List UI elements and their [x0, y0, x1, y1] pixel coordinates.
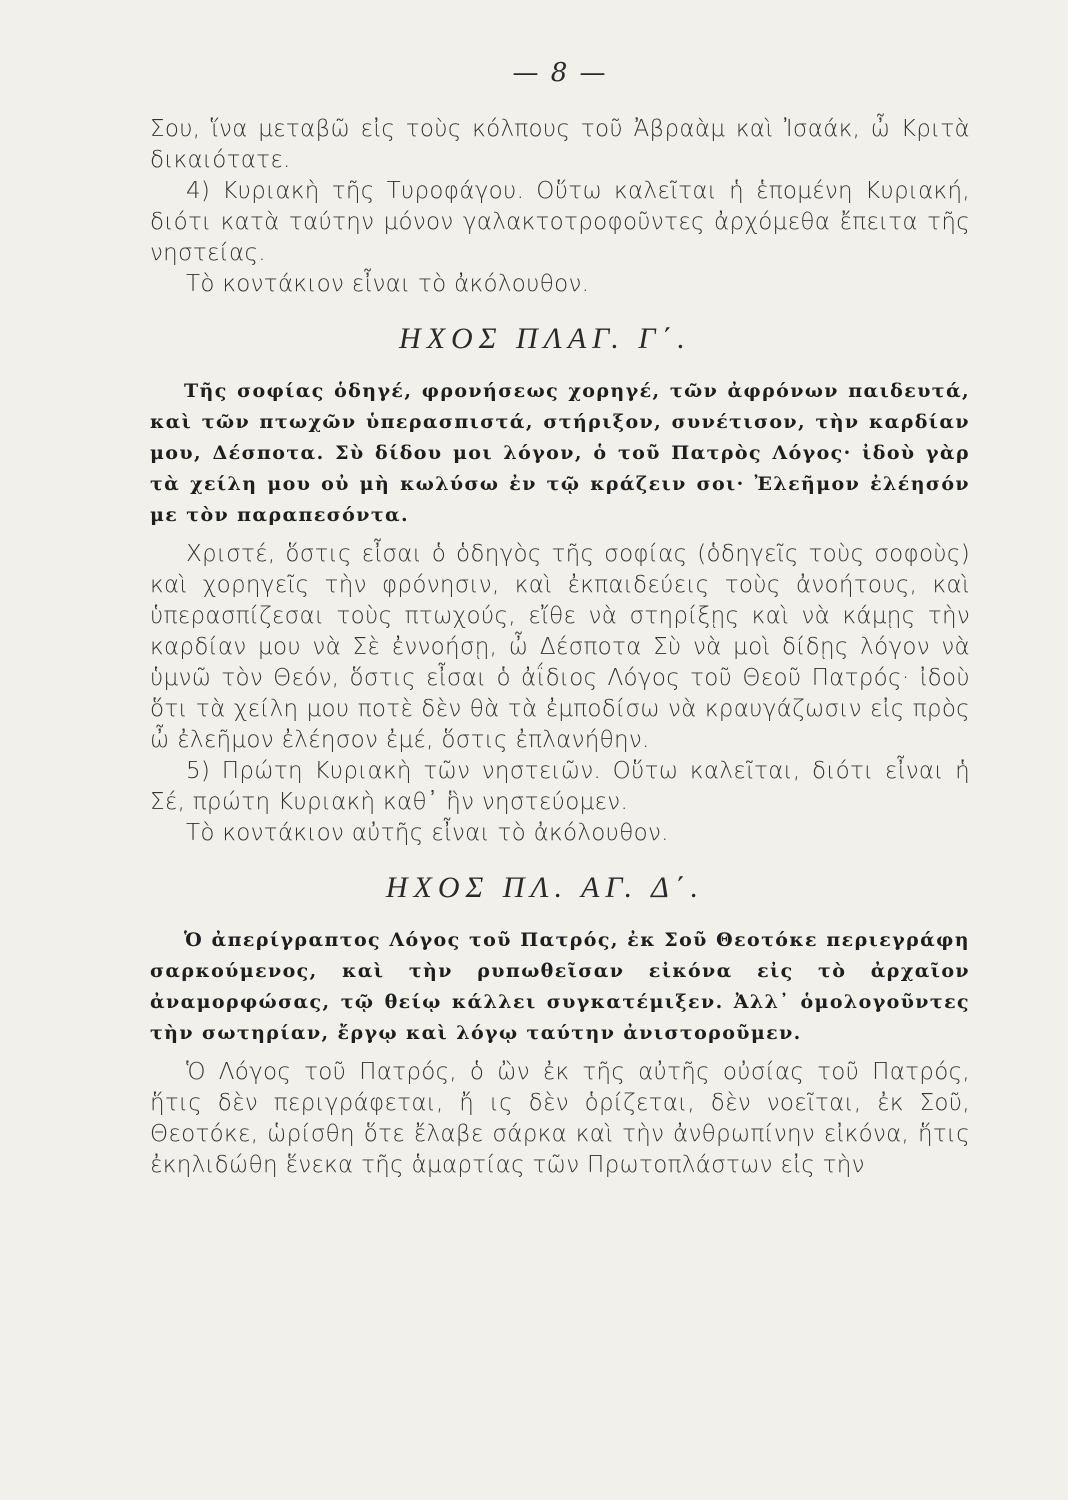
heading-tone-plagal-3: ΗΧΟΣ ΠΛΑΓ. Γ΄.: [399, 322, 691, 355]
document-page: [150, 58, 970, 1181]
paragraph-explanation-1: Χριστέ, ὅστις εἶσαι ὁ ὁδηγὸς τῆς σοφίας (ὁδηγεῖς τοὺς σοφοὺς) καὶ χορηγεῖς τὴν φρόνησιν, καὶ ἐκπαιδεύεις τοὺς ἀνοήτους, καὶ ὑπερασπίζεσαι τοὺς πτωχούς, εἴθε νὰ στηρίξῃς καὶ νὰ κάμῃς τὴν καρδίαν μου νὰ Σὲ ἐννοήσῃ, ὦ Δέσποτα Σὺ νὰ μοὶ δίδῃς λόγον νὰ ὑμνῶ τὸν Θεόν, ὅστις εἶσαι ὁ ἀΐδιος Λόγος τοῦ Θεοῦ Πατρός· ἰδοὺ ὅτι τὰ χείλη μου ποτὲ δὲν θὰ τὰ ἐμποδίσω νὰ κραυγάζωσιν εἰς πρὸς ὦ ἐλεῆμον ἐλέησον ἐμέ, ὅστις ἐπλανήθην.: [150, 541, 970, 753]
paragraph-kontakion-intro-2: Τὸ κοντάκιον αὐτῆς εἶναι τὸ ἀκόλουθον.: [186, 820, 669, 846]
paragraph-explanation-2: Ὁ Λόγος τοῦ Πατρός, ὁ ὢν ἐκ τῆς αὐτῆς οὐσίας τοῦ Πατρός, ἥτις δὲν περιγράφεται, ἤ ις δὲν ὁρίζεται, δὲν νοεῖται, ἐκ Σοῦ, Θεοτόκε, ὡρίσθη ὅτε ἔλαβε σάρκα καὶ τὴν ἀνθρωπίνην εἰκόνα, ἥτις ἐκηλιδώθη ἕνεκα τῆς ἁμαρτίας τῶν Πρωτοπλάστων εἰς τὴν: [150, 1059, 970, 1178]
hymn-kontakion-1: Τῆς σοφίας ὁδηγέ, φρονήσεως χορηγέ, τῶν ἀφρόνων παιδευτά, καὶ τῶν πτωχῶν ὑπερασπιστά, στήριξον, συνέτισον, τὴν καρδίαν μου, Δέσποτα. Σὺ δίδου μοι λόγον, ὁ τοῦ Πατρὸς Λόγος· ἰδοὺ γὰρ τὰ χείλη μου οὐ μὴ κωλύσω ἐν τῷ κράζειν σοι· Ἐλεῆμον ἐλέησόν με τὸν παραπεσόντα.: [150, 380, 970, 526]
page-number: — 8 —: [512, 58, 608, 88]
paragraph-kontakion-intro-1: Τὸ κοντάκιον εἶναι τὸ ἀκόλουθον.: [186, 271, 590, 297]
paragraph-continuation: Σου, ἵνα μεταβῶ εἰς τοὺς κόλπους τοῦ Ἀβραὰμ καὶ Ἰσαάκ, ὦ Κριτὰ δικαιότατε.: [150, 116, 970, 173]
paragraph-tyrofagou: 4) Κυριακὴ τῆς Τυροφάγου. Οὕτω καλεῖται ἡ ἑπομένη Κυριακή, διότι κατὰ ταύτην μόνον γαλακτοτροφοῦντες ἀρχόμεθα ἔπειτα τῆς νηστείας.: [150, 178, 970, 266]
hymn-kontakion-2: Ὁ ἀπερίγραπτος Λόγος τοῦ Πατρός, ἐκ Σοῦ Θεοτόκε περιεγράφη σαρκούμενος, καὶ τὴν ρυπωθεῖσαν εἰκόνα εἰς τὸ ἀρχαῖον ἀναμορφώσας, τῷ θείῳ κάλλει συγκατέμιξεν. Ἀλλ᾽ ὁμολογοῦντες τὴν σωτηρίαν, ἔργῳ καὶ λόγῳ ταύτην ἀνιστοροῦμεν.: [150, 929, 970, 1044]
heading-tone-plagal-4: ΗΧΟΣ ΠΛ. ΑΓ. Δ΄.: [385, 871, 705, 904]
paragraph-first-sunday-lent: 5) Πρώτη Κυριακὴ τῶν νηστειῶν. Οὕτω καλεῖται, διότι εἶναι ἡ Σέ, πρώτη Κυριακὴ καθ᾽ ἣν νηστεύομεν.: [150, 758, 970, 815]
